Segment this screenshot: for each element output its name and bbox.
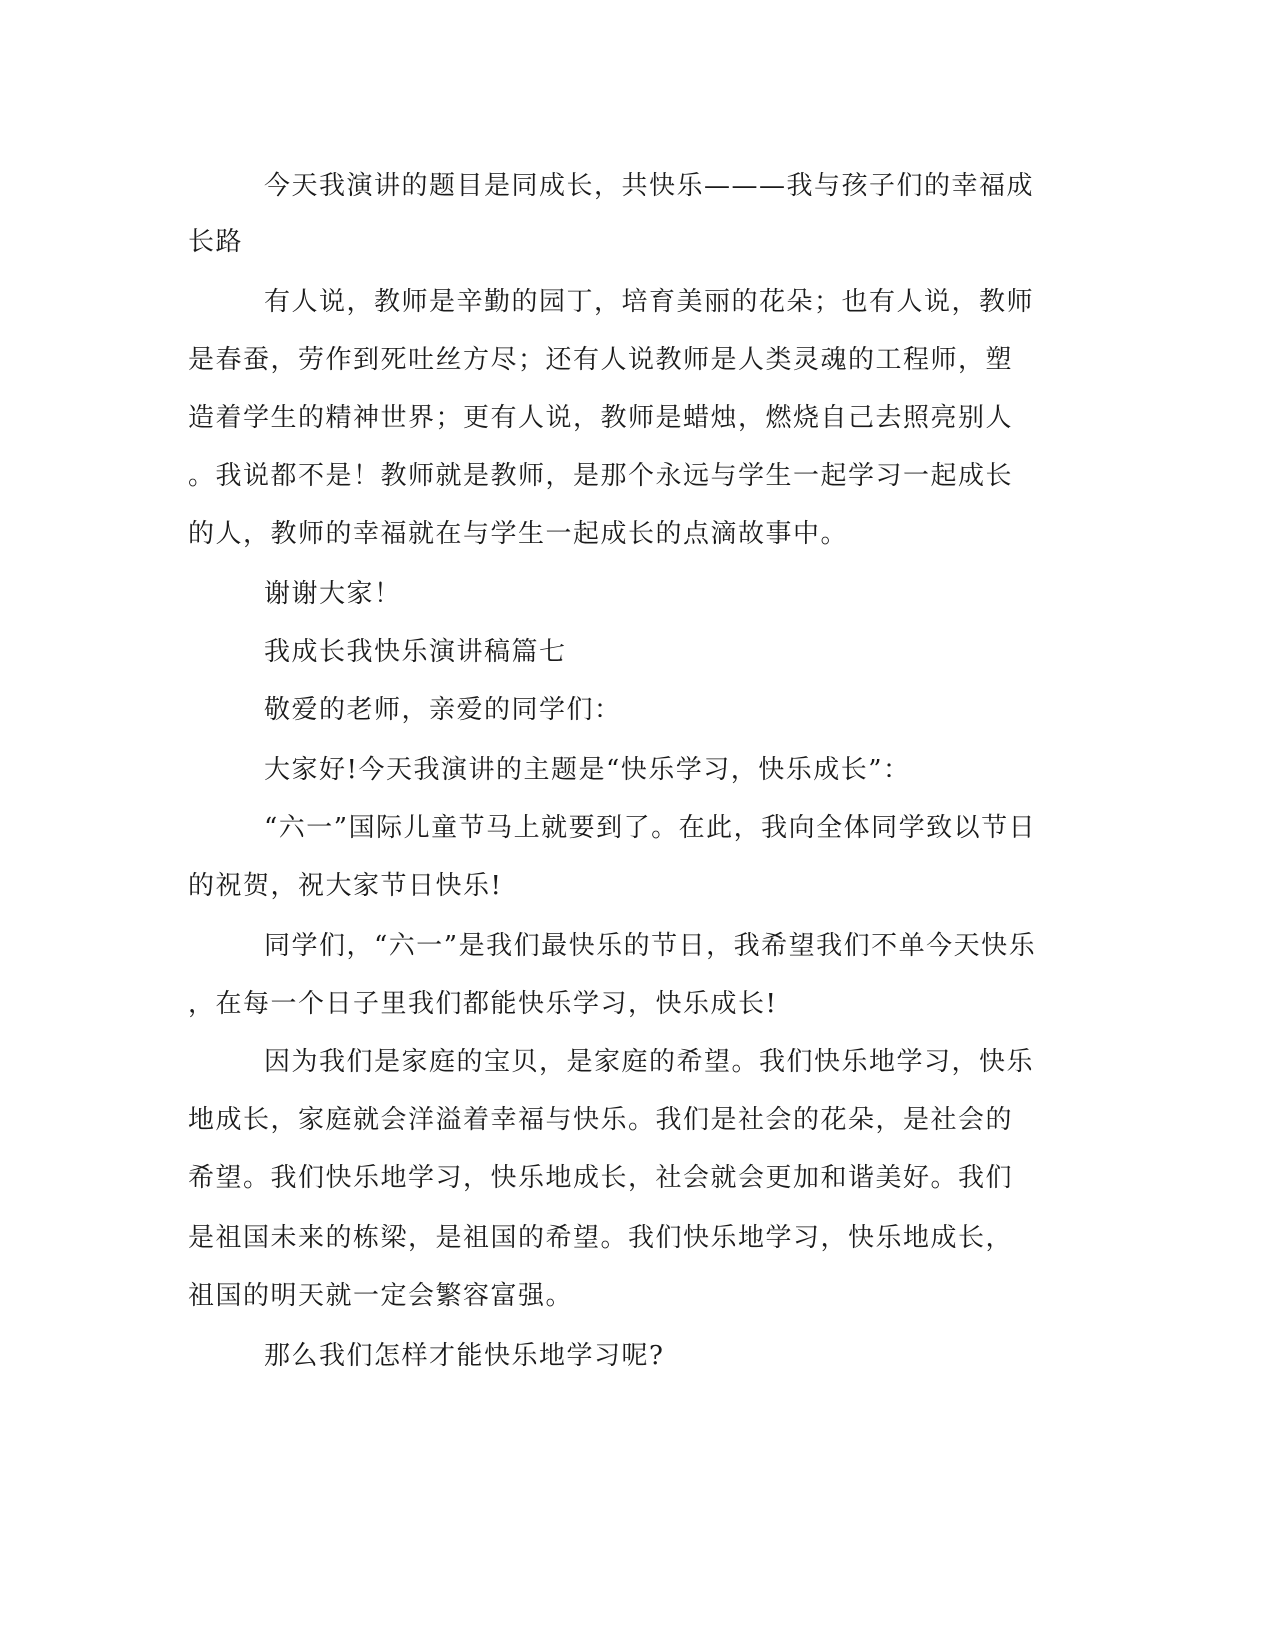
paragraph-line: 大家好!今天我演讲的主题是“快乐学习，快乐成长”： <box>264 755 911 785</box>
paragraph-line: 谢谢大家！ <box>264 579 402 609</box>
paragraph-line: 的人，教师的幸福就在与学生一起成长的点滴故事中。 <box>188 519 849 549</box>
paragraph-line: 那么我们怎样才能快乐地学习呢? <box>264 1341 665 1371</box>
paragraph-line: 长路 <box>188 227 244 257</box>
paragraph-line: 是祖国未来的栋梁，是祖国的希望。我们快乐地学习，快乐地成长， <box>188 1223 1014 1253</box>
paragraph-line: “六一”国际儿童节马上就要到了。在此，我向全体同学致以节日 <box>264 813 1037 843</box>
paragraph-line: ，在每一个日子里我们都能快乐学习，快乐成长! <box>188 989 778 1019</box>
paragraph-line: 因为我们是家庭的宝贝，是家庭的希望。我们快乐地学习，快乐 <box>264 1047 1035 1077</box>
paragraph-line: 祖国的明天就一定会繁容富强。 <box>188 1281 574 1311</box>
paragraph-line: 。我说都不是！教师就是教师，是那个永远与学生一起学习一起成长 <box>188 461 1014 491</box>
paragraph-line: 的祝贺，祝大家节日快乐! <box>188 871 503 901</box>
paragraph-line: 地成长，家庭就会洋溢着幸福与快乐。我们是社会的花朵，是社会的 <box>188 1105 1014 1135</box>
section-heading: 我成长我快乐演讲稿篇七 <box>264 637 567 667</box>
paragraph-line: 有人说，教师是辛勤的园丁，培育美丽的花朵；也有人说，教师 <box>264 287 1035 317</box>
paragraph-line: 是春蚕，劳作到死吐丝方尽；还有人说教师是人类灵魂的工程师，塑 <box>188 345 1014 375</box>
paragraph-line: 希望。我们快乐地学习，快乐地成长，社会就会更加和谐美好。我们 <box>188 1163 1014 1193</box>
paragraph-line: 同学们，“六一”是我们最快乐的节日，我希望我们不单今天快乐 <box>264 931 1037 961</box>
paragraph-line: 今天我演讲的题目是同成长，共快乐———我与孩子们的幸福成 <box>264 171 1035 201</box>
salutation-line: 敬爱的老师，亲爱的同学们： <box>264 695 622 725</box>
paragraph-line: 造着学生的精神世界；更有人说，教师是蜡烛，燃烧自己去照亮别人 <box>188 403 1014 433</box>
